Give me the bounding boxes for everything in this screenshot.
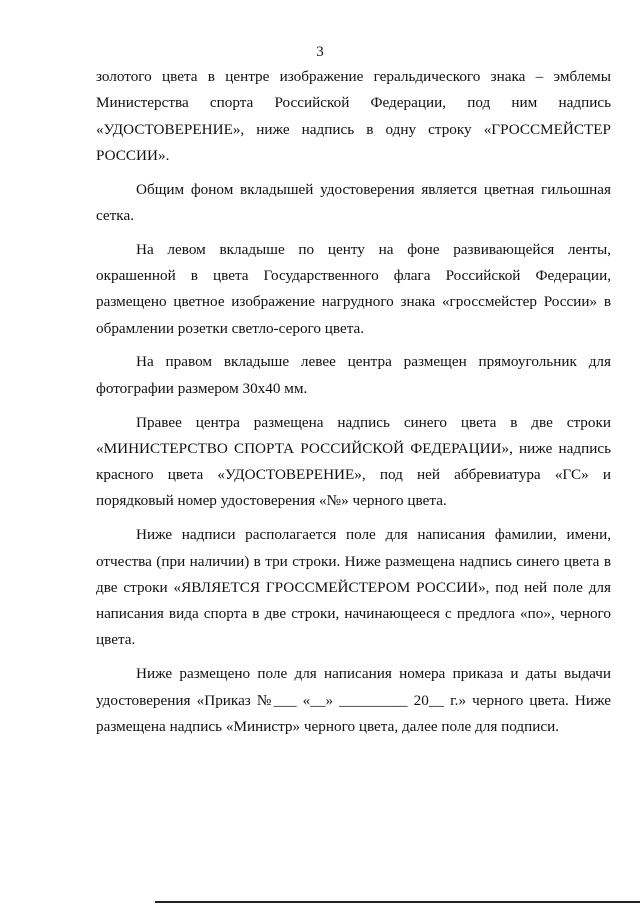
page-number: 3 (316, 44, 324, 60)
paragraph-photo-rectangle: На правом вкладыше левее центра размещен прямоугольник для фотографии размером 30х40 мм. (96, 353, 611, 397)
paragraph-ministry-caption: Правее центра размещена надпись синего цвета в две строки «МИНИСТЕРСТВО СПОРТА РОССИЙСКОЙ ФЕДЕРАЦИИ», ниже надпись красного цвета «УДОСТОВЕРЕНИЕ», под ней аббревиатура «ГС» и порядковый номер удостоверения «№» черного цвета. (96, 413, 611, 510)
paragraph-emblem-description: золотого цвета в центре изображение геральдического знака – эмблемы Министерства спорта Российской Федерации, под ним надпись «УДОСТОВЕРЕНИЕ», ниже надпись в одну строку «ГРОССМЕЙСТЕР РОССИИ». (96, 68, 611, 164)
paragraph-left-insert: На левом вкладыше по центу на фоне развивающейся ленты, окрашенной в цвета Государственного флага Российской Федерации, размещено цветное изображение нагрудного знака «гроссмейстер России» в обрамлении розетки светло-серого цвета. (96, 240, 611, 337)
paragraph-order-field: Ниже размещено поле для написания номера приказа и даты выдачи удостоверения «Приказ №___ «__» _________ 20__ г.» черного цвета. Ниже размещена надпись «Министр» черного цвета, далее поле для подписи. (96, 665, 611, 735)
paragraph-background: Общим фоном вкладышей удостоверения является цветная гильошная сетка. (96, 180, 611, 224)
paragraph-name-field: Ниже надписи располагается поле для написания фамилии, имени, отчества (при наличии) в три строки. Ниже размещена надпись синего цвета в две строки «ЯВЛЯЕТСЯ ГРОССМЕЙСТЕРОМ РОССИИ», под ней поле для написания вида спорта в две строки, начинающееся с предлога «по», черного цвета. (96, 526, 611, 649)
document-body (96, 64, 611, 748)
bottom-border-line (155, 901, 640, 903)
